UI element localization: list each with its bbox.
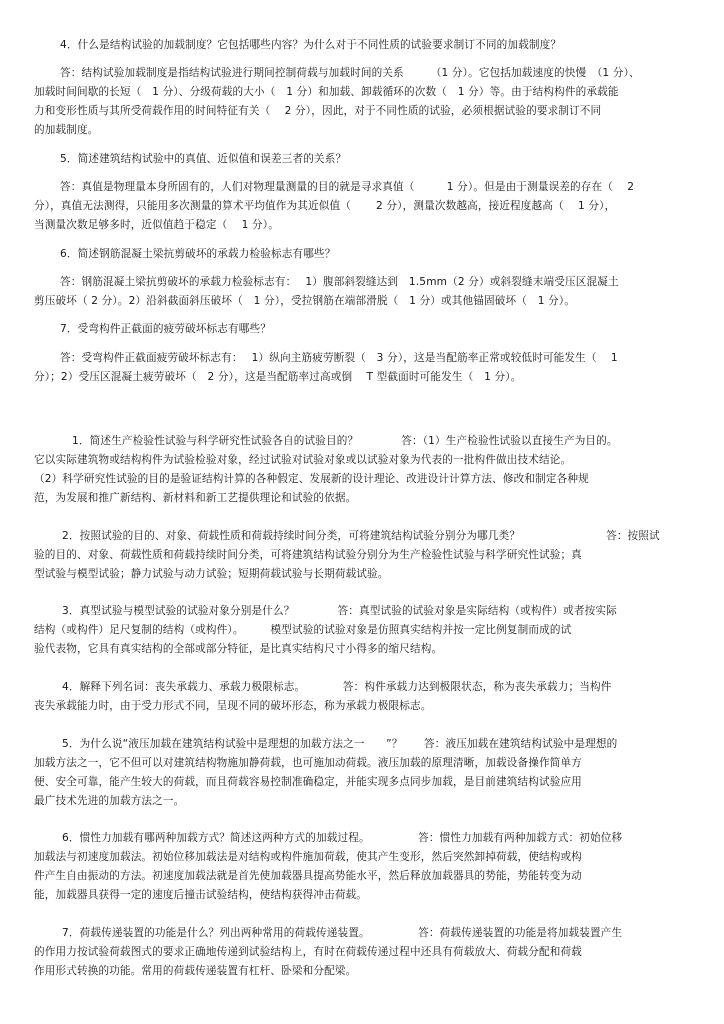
s2-question-1-line-4: 范，为发展和推广新结构、新材料和新工艺提供理论和试验的依据。 bbox=[34, 492, 357, 504]
s2-question-2-line-2: 验的目的、对象、荷载性质和荷载持续时间分类，可将建筑结构试验分别分为生产检验性试验与科学研究性试验；真 bbox=[34, 549, 582, 561]
answer-5-line-1: 答：真值是物理量本身所固有的，人们对物理量测量的目的就是寻求真值（ 1 分）。但是由于测量误差的存在（ 2 bbox=[60, 181, 635, 193]
s2-question-7-line-1: 7．荷载传递装置的功能是什么？列出两种常用的荷载传递装置。 答：荷载传递装置的功能是将加载装置产生 bbox=[62, 927, 623, 939]
s2-question-3-line-2: 结构（或构件）足尺复制的结构（或构件）。 模型试验的试验对象是仿照真实结构并按一定比例复制而成的试 bbox=[34, 624, 572, 636]
s2-question-5-line-4: 最广技术先进的加载方法之一。 bbox=[34, 795, 185, 807]
s2-question-7-line-3: 作用形式转换的功能。常用的荷载传递装置有杠杆、卧梁和分配梁。 bbox=[34, 965, 357, 977]
question-5-title: 5．简述建筑结构试验中的真值、近似值和误差三者的关系？ bbox=[60, 153, 347, 165]
s2-question-2-line-1: 2．按照试验的目的、对象、荷载性质和荷载持续时间分类，可将建筑结构试验分别分为哪几类？ 答：按照试 bbox=[62, 530, 660, 542]
answer-7-line-1: 答：受弯构件正截面疲劳破坏标志有： 1）纵向主筋疲劳断裂（ 3 分），这是当配筋率正常或较低时可能发生（ 1 bbox=[60, 352, 618, 364]
question-6-title: 6．简述钢筋混凝土梁抗剪破坏的承载力检验标志有哪些？ bbox=[60, 248, 336, 260]
s2-question-4-line-2: 丧失承载能力时，由于受力形式不同，呈现不同的破坏形态，称为承载力极限标志。 bbox=[34, 700, 432, 712]
question-7-title: 7．受弯构件正截面的疲劳破坏标志有哪些？ bbox=[60, 323, 272, 335]
s2-question-4-line-1: 4．解释下列名词：丧失承载力、承载力极限标志。 答：构件承载力达到极限状态，称为丧失承载力；当构件 bbox=[62, 681, 612, 693]
s2-question-7-line-2: 的作用力按试验荷载图式的要求正确地传递到试验结构上，有时在荷载传递过程中还具有荷载放大、荷载分配和荷载 bbox=[34, 946, 582, 958]
s2-question-3-line-1: 3．真型试验与模型试验的试验对象分别是什么？ 答：真型试验的试验对象是实际结构（或构件）或者按实际 bbox=[62, 605, 617, 617]
s2-question-2-line-3: 型试验与模型试验；静力试验与动力试验；短期荷载试验与长期荷载试验。 bbox=[34, 568, 389, 580]
s2-question-6-line-2: 加载法与初速度加载法。初始位移加载法是对结构或构件施加荷载，使其产生变形，然后突然卸掉荷载，使结构或构 bbox=[34, 851, 582, 863]
question-4-title: 4．什么是结构试验的加载制度？它包括哪些内容？为什么对于不同性质的试验要求制订不同的加载制度？ bbox=[60, 39, 562, 51]
answer-5-line-2: 分），真值无法测得，只能用多次测量的算术平均值作为其近似值（ 2 分），测量次数越高，接近程度越高（ 1 分）， bbox=[34, 200, 616, 212]
s2-question-5-line-1: 5．为什么说“液压加载在建筑结构试验中是理想的加载方法之一 ”？ 答：液压加载在建筑结构试验中是理想的 bbox=[62, 738, 618, 750]
s2-question-1-line-1: 1．简述生产检验性试验与科学研究性试验各自的试验目的？ 答：（1）生产检验性试验以直接生产为目的。 bbox=[72, 435, 618, 447]
answer-4-line-2: 加载时间间歇的长短（ 1 分）、分级荷载的大小（ 1 分）和加载、卸载循环的次数（ 1 分）等。由于结构构件的承载能 bbox=[34, 86, 619, 98]
answer-7-line-2: 分）；2）受压区混凝土疲劳破坏（ 2 分），这是当配筋率过高或倒 T 型截面时可能发生（ 1 分）。 bbox=[34, 371, 522, 383]
answer-4-line-1: 答：结构试验加载制度是指结构试验进行期间控制荷载与加载时间的关系 （1 分）。它包括加载速度的快慢 （1 分）、 bbox=[60, 67, 640, 79]
answer-4-line-3: 力和变形性质与其所受荷载作用的时间特征有关（ 2 分），因此，对于不同性质的试验，必须根据试验的要求制订不同 bbox=[34, 105, 602, 117]
answer-6-line-2: 剪压破坏（ 2 分）。2）沿斜截面斜压破坏（ 1 分），受拉钢筋在端部滑脱（ 1 分）或其他锚固破坏（ 1 分）。 bbox=[34, 295, 576, 307]
s2-question-3-line-3: 验代表物，它具有真实结构的全部或部分特征，是比真实结构尺寸小得多的缩尺结构。 bbox=[34, 643, 443, 655]
s2-question-5-line-3: 便、安全可靠，能产生较大的荷载，而且荷载容易控制准确稳定，并能实现多点同步加载，是目前建筑结构试验应用 bbox=[34, 776, 582, 788]
s2-question-6-line-1: 6．惯性力加载有哪两种加载方式？简述这两种方式的加载过程。 答：惯性力加载有两种加载方式：初始位移 bbox=[62, 832, 623, 844]
answer-6-line-1: 答：钢筋混凝土梁抗剪破坏的承载力检验标志有： 1）腹部斜裂缝达到 1.5mm（2 分）或斜裂缝末端受压区混凝土 bbox=[60, 276, 619, 288]
s2-question-1-line-2: 它以实际建筑物或结构构件为试验检验对象，经过试验对试验对象或以试验对象为代表的一批构件做出技术结论。 bbox=[34, 454, 572, 466]
s2-question-6-line-4: 能，加载器具获得一定的速度后撞击试验结构，使结构获得冲击荷载。 bbox=[34, 889, 368, 901]
answer-4-line-4: 的加载制度。 bbox=[34, 124, 99, 136]
s2-question-5-line-2: 加载方法之一，它不但可以对建筑结构物施加静荷载，也可施加动荷载。液压加载的原理清晰，加载设备操作简单方 bbox=[34, 757, 582, 769]
s2-question-6-line-3: 件产生自由振动的方法。初速度加载法就是首先使加载器具提高势能水平，然后释放加载器具的势能，势能转变为动 bbox=[34, 870, 582, 882]
s2-question-1-line-3: （2）科学研究性试验的目的是验证结构计算的各种假定、发展新的设计理论、改进设计计算方法、修改和制定各种规 bbox=[34, 473, 589, 485]
answer-5-line-3: 当测量次数足够多时，近似值趋于稳定（ 1 分）。 bbox=[34, 219, 279, 231]
